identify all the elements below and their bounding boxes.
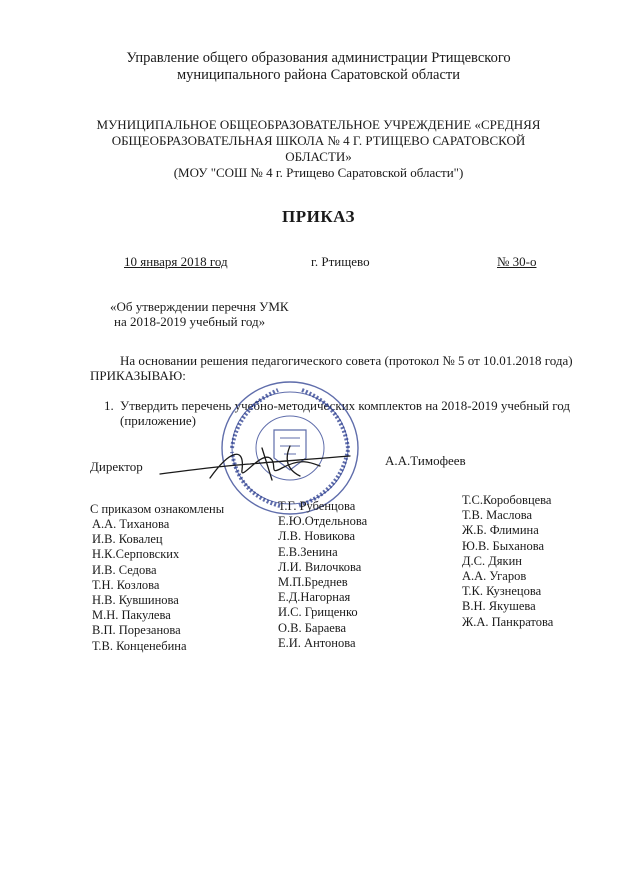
- list-item: М.П.Бреднев: [278, 575, 348, 590]
- list-item: Д.С. Дякин: [462, 553, 522, 568]
- list-item: Л.В. Новикова: [278, 529, 356, 544]
- list-item: А.А. Угаров: [462, 569, 527, 584]
- list-item: Т.С.Коробовцева: [462, 493, 552, 507]
- order-number: № 30-о: [497, 254, 537, 269]
- list-item: В.П. Порезанова: [92, 623, 181, 638]
- list-item: Л.И. Вилочкова: [278, 559, 362, 574]
- list-item: Т.В. Маслова: [462, 508, 533, 523]
- list-item: Т.В. Конценебина: [92, 638, 187, 653]
- list-item: А.А. Тиханова: [92, 517, 170, 531]
- list-item: Т.Г. Рубенцова: [278, 499, 356, 513]
- school-line-2: ОБЩЕОБРАЗОВАТЕЛЬНАЯ ШКОЛА № 4 Г. РТИЩЕВО САРАТОВСКОЙ: [111, 133, 526, 148]
- acquainted-column-3: [462, 493, 553, 630]
- list-item: Н.В. Кувшинова: [92, 593, 179, 608]
- order-subject-line-1: «Об утверждении перечня УМК: [110, 299, 289, 314]
- order-date: 10 января 2018 год: [124, 254, 228, 269]
- list-item: Т.Н. Козлова: [92, 577, 160, 592]
- list-item: Е.Ю.Отдельнова: [278, 514, 368, 529]
- authority-line-1: Управление общего образования администрации Ртищевского: [126, 50, 511, 66]
- list-item: И.В. Ковалец: [92, 532, 163, 547]
- item-line-2: (приложение): [120, 413, 197, 428]
- list-item: Ж.Б. Флимина: [462, 523, 539, 538]
- list-item: И.С. Грищенко: [278, 605, 358, 620]
- order-city: г. Ртищево: [311, 254, 370, 269]
- order-title: ПРИКАЗ: [282, 207, 355, 226]
- list-item: Е.И. Антонова: [278, 635, 356, 650]
- list-item: Н.К.Серповских: [92, 547, 180, 562]
- item-line-1: Утвердить перечень учебно-методических комплектов на 2018-2019 учебный год: [120, 398, 570, 413]
- list-item: Е.В.Зенина: [278, 544, 338, 559]
- school-line-3: ОБЛАСТИ»: [285, 149, 352, 164]
- authority-header: [0, 50, 637, 84]
- director-signature: [150, 440, 380, 490]
- list-item: М.Н. Пакулева: [92, 608, 171, 623]
- list-item: О.В. Бараева: [278, 620, 347, 635]
- acquainted-label: С приказом ознакомлены: [90, 502, 225, 516]
- school-header: [0, 117, 637, 181]
- item-number: 1.: [104, 398, 114, 413]
- signature-name: А.А.Тимофеев: [385, 453, 466, 468]
- list-item: Т.К. Кузнецова: [462, 584, 542, 599]
- order-basis: На основании решения педагогического совета (протокол № 5 от 10.01.2018 года): [120, 353, 573, 368]
- school-line-1: МУНИЦИПАЛЬНОЕ ОБЩЕОБРАЗОВАТЕЛЬНОЕ УЧРЕЖДЕНИЕ «СРЕДНЯЯ: [96, 117, 541, 132]
- acquainted-column-1: [92, 517, 187, 654]
- list-item: Ж.А. Панкратова: [462, 614, 554, 629]
- list-item: И.В. Седова: [92, 562, 157, 577]
- list-item: Е.Д.Нагорная: [278, 590, 351, 605]
- authority-line-2: муниципального района Саратовской области: [176, 67, 461, 83]
- signature-position: Директор: [90, 459, 143, 474]
- order-subject-line-2: на 2018-2019 учебный год»: [114, 314, 266, 329]
- order-command: ПРИКАЗЫВАЮ:: [90, 368, 186, 383]
- list-item: В.Н. Якушева: [462, 599, 536, 614]
- school-short-name: (МОУ "СОШ № 4 г. Ртищево Саратовской области"): [173, 165, 464, 180]
- list-item: Ю.В. Быханова: [462, 538, 544, 553]
- acquainted-column-2: [278, 499, 367, 651]
